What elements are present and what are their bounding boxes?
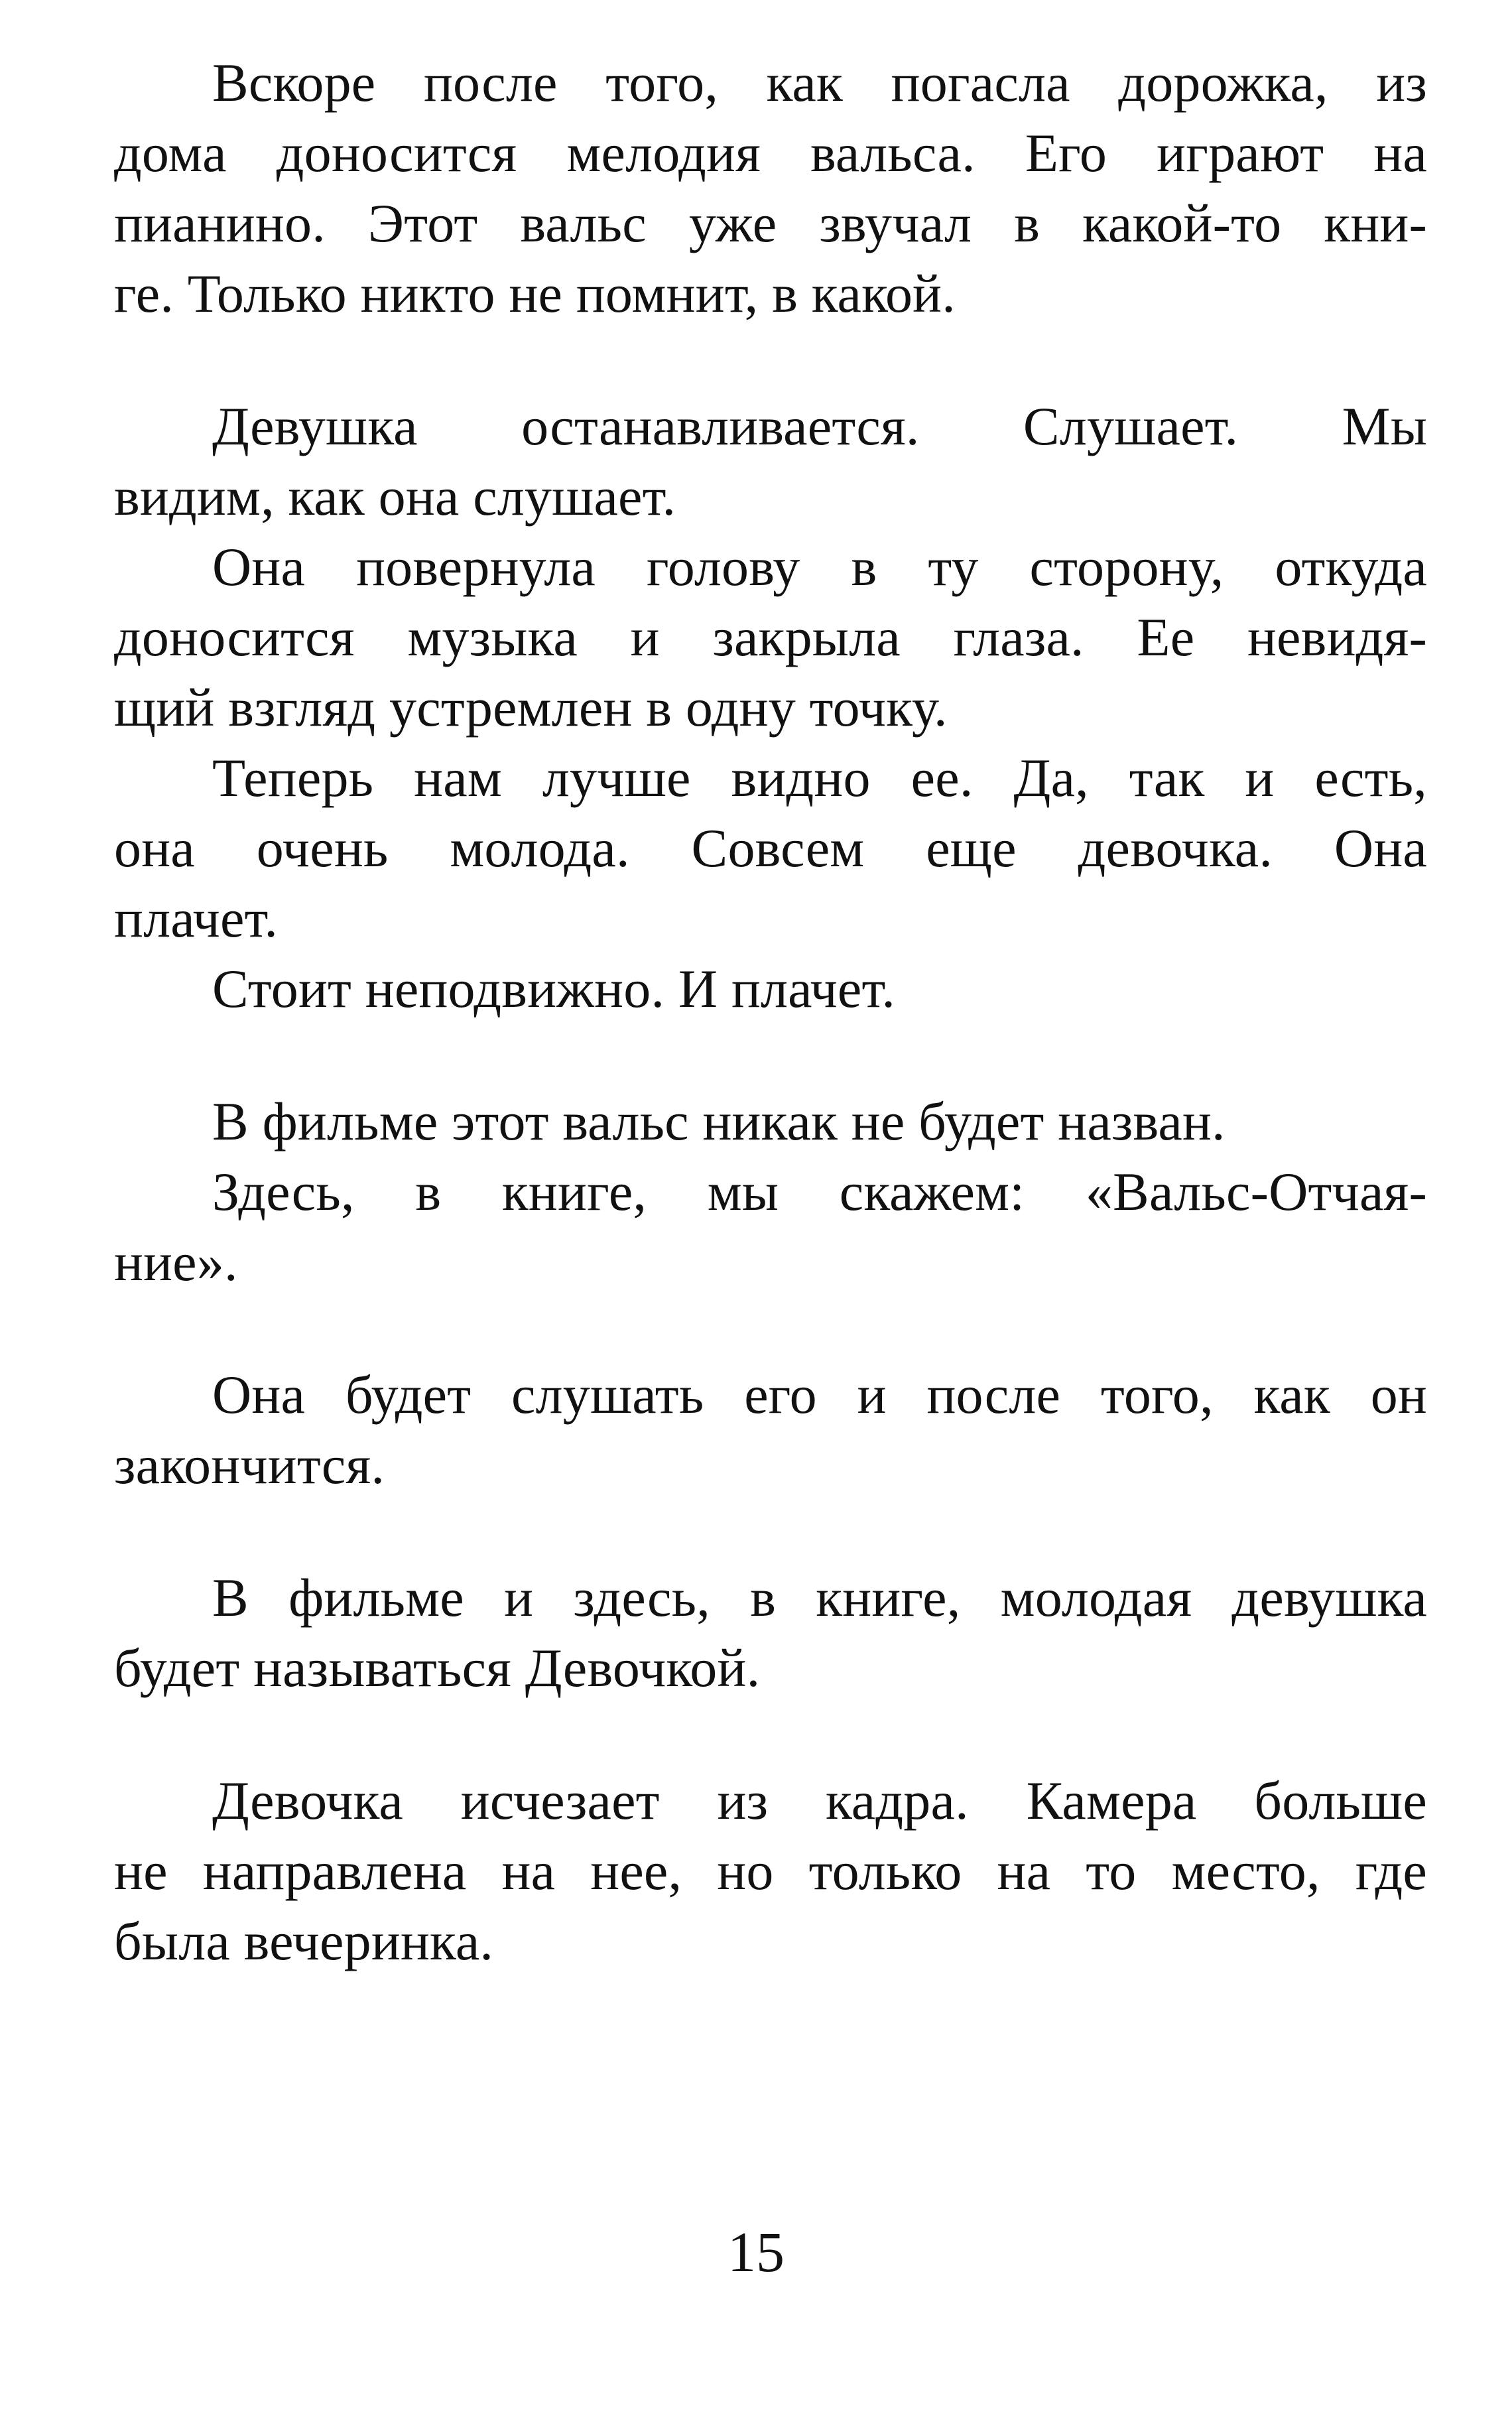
text-line: Здесь, в книге, мы скажем: «Вальс-Отчая- bbox=[212, 1161, 1427, 1222]
text-line: Девушка останавливается. Слушает. Мы bbox=[212, 396, 1427, 456]
text-line: ние». bbox=[114, 1232, 238, 1292]
text-line: пианино. Этот вальс уже звучал в какой-то кни- bbox=[114, 193, 1427, 253]
text-line: Вскоре после того, как погасла дорожка, из bbox=[212, 52, 1427, 113]
paragraph bbox=[114, 391, 1427, 532]
paragraph bbox=[114, 1563, 1427, 1703]
text-line: видим, как она слушает. bbox=[114, 466, 676, 527]
text-line: закончится. bbox=[114, 1435, 385, 1495]
paragraph bbox=[114, 1360, 1427, 1500]
text-line: плачет. bbox=[114, 888, 279, 949]
text-line: В фильме этот вальс никак не будет назван. bbox=[212, 1091, 1226, 1151]
text-line: Стоит неподвижно. И плачет. bbox=[212, 958, 896, 1019]
text-line: щий взгляд устремлен в одну точку. bbox=[114, 677, 948, 738]
paragraph bbox=[114, 1766, 1427, 1977]
text-line: она очень молода. Совсем еще девочка. Она bbox=[114, 818, 1427, 878]
page-body bbox=[114, 48, 1427, 1977]
text-line: доносится музыка и закрыла глаза. Ее невидя- bbox=[114, 607, 1427, 667]
text-line: Она повернула голову в ту сторону, откуда bbox=[212, 537, 1427, 597]
paragraph-gap bbox=[114, 1297, 1427, 1360]
paragraph bbox=[114, 48, 1427, 329]
text-line: Она будет слушать его и после того, как он bbox=[212, 1364, 1427, 1425]
text-line: Теперь нам лучше видно ее. Да, так и есть, bbox=[212, 748, 1427, 808]
text-line: ге. Только никто не помнит, в какой. bbox=[114, 263, 956, 324]
paragraph bbox=[114, 1086, 1427, 1157]
text-line: будет называться Девочкой. bbox=[114, 1638, 761, 1698]
text-line: была вечеринка. bbox=[114, 1911, 494, 1971]
page-number: 15 bbox=[727, 2220, 785, 2284]
paragraph bbox=[114, 743, 1427, 954]
paragraph-gap bbox=[114, 1500, 1427, 1563]
paragraph-gap bbox=[114, 1703, 1427, 1766]
text-line: Девочка исчезает из кадра. Камера больше bbox=[212, 1770, 1427, 1831]
text-line: дома доносится мелодия вальса. Его играют на bbox=[114, 123, 1427, 183]
paragraph bbox=[114, 532, 1427, 743]
paragraph-gap bbox=[114, 329, 1427, 391]
paragraph bbox=[114, 954, 1427, 1024]
text-line: В фильме и здесь, в книге, молодая девушка bbox=[212, 1567, 1427, 1628]
paragraph-gap bbox=[114, 1024, 1427, 1086]
paragraph bbox=[114, 1157, 1427, 1297]
text-line: не направлена на нее, но только на то место, где bbox=[114, 1841, 1427, 1901]
